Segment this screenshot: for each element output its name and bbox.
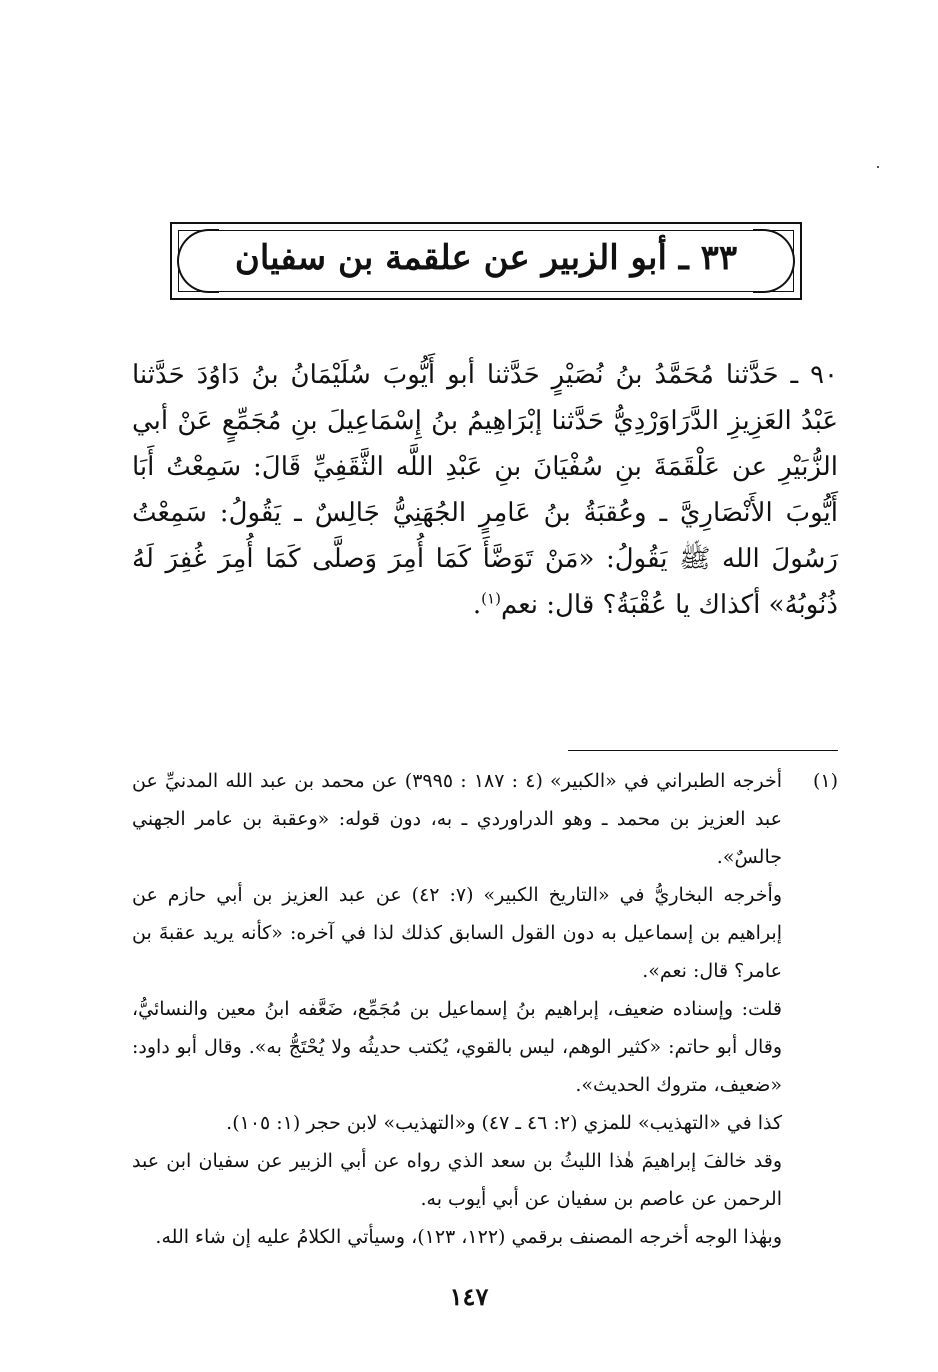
footnote-number: (١) bbox=[812, 770, 838, 792]
footnote-separator bbox=[568, 750, 838, 751]
footnote-paragraph: قلت: وإسناده ضعيف، إبراهيم بنُ إسماعيل بن مُجَمِّع، ضَعَّفه ابنُ معين والنسائيُّ، وقال أبو حاتم: «كثير الوهم، ليس بالقوي، يُكتب حديثُه ولا يُحْتَجُّ به». وقال أبو داود: «ضعيف، متروك الحديث». bbox=[132, 998, 782, 1096]
page-number: ١٤٧ bbox=[449, 1282, 489, 1311]
hadith-body: ٩٠ ـ حَدَّثنا مُحَمَّدُ بنُ نُصَيْرٍ حَدَّثنا أبو أَيُّوبَ سُلَيْمَانُ بنُ دَاوُدَ حَدَّثنا عَبْدُ العَزِيزِ الدَّرَاوَرْدِيُّ حَدَّثنا إبْرَاهِيمُ بنُ إِسْمَاعِيلَ بنِ مُجَمِّعٍ عَنْ أبي الزُّبَيْرِ عن عَلْقَمَةَ بنِ سُفْيَانَ بنِ عَبْدِ اللَّه الثَّقَفِيِّ قَالَ: سَمِعْتُ أَبَا أَيُّوبَ الأَنْصَارِيَّ ـ وعُقبَةُ بنُ عَامِرٍ الجُهَنِيُّ جَالِسٌ ـ يَقُولُ: سَمِعْتُ رَسُولَ الله ﷺ يَقُولُ: «مَنْ تَوَضَّأَ كَمَا أُمِرَ وَصلَّى كَمَا أُمِرَ غُفِرَ لَهُ ذُنُوبُهُ» أكذاك يا عُقْبَةُ؟ قال: نعم bbox=[132, 360, 838, 620]
footnotes bbox=[132, 762, 838, 1256]
footnote-paragraph: كذا في «التهذيب» للمزي (٢: ٤٦ ـ ٤٧) و«التهذيب» لابن حجر (١: ١٠٥). bbox=[226, 1112, 782, 1134]
footnote-marker[interactable]: (١) bbox=[481, 589, 501, 608]
footnote-paragraph: أخرجه الطبراني في «الكبير» (٤ : ١٨٧ : ٣٩٩٥) عن محمد بن عبد الله المدنيِّ عن عبد العزيز بن محمد ـ وهو الدراوردي ـ به، دون قوله: «وعقبة بن عامر الجهني جالسٌ». bbox=[132, 770, 783, 868]
hadith-paragraph bbox=[132, 352, 838, 628]
hadith-text bbox=[132, 352, 838, 628]
chapter-title: ٣٣ ـ أبو الزبير عن علقمة بن سفيان bbox=[234, 238, 738, 278]
chapter-title-frame bbox=[170, 222, 802, 300]
footnote-paragraph: وبهٰذا الوجه أخرجه المصنف برقمي (١٢٢، ١٢٣)، وسيأتي الكلامُ عليه إن شاء الله. bbox=[155, 1226, 782, 1248]
hadith-end: . bbox=[472, 590, 482, 620]
footnote-body bbox=[132, 762, 782, 1256]
footnote-paragraph: وقد خالفَ إبراهيمَ هٰذا الليثُ بن سعد الذي رواه عن أبي الزبير عن سفيان ابن عبد الرحمن عن عاصم بن سفيان عن أبي أيوب به. bbox=[132, 1150, 782, 1210]
footnote-paragraph: وأخرجه البخاريُّ في «التاريخ الكبير» (٧: ٤٢) عن عبد العزيز بن أبي حازم عن إبراهيم بن إسماعيل به دون القول السابق كذلك لذا في آخره: «كأنه يريد عقبةَ بن عامر؟ قال: نعم». bbox=[132, 884, 782, 982]
scan-speck bbox=[877, 166, 879, 168]
